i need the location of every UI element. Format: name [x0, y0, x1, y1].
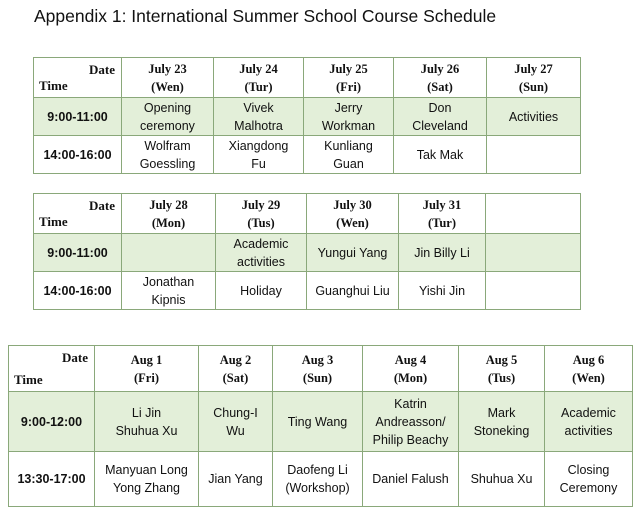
- corner-header: [34, 58, 122, 98]
- session-cell: Jian Yang: [199, 452, 273, 507]
- session-cell: Jerry Workman: [304, 98, 394, 136]
- session-cell: Yungui Yang: [307, 234, 399, 272]
- session-cell: Guanghui Liu: [307, 272, 399, 310]
- session-cell: Academic activities: [216, 234, 307, 272]
- date-header: Aug 3 (Sun): [273, 346, 363, 392]
- table-row: [9, 392, 633, 452]
- schedule-table-july-week2: [33, 193, 581, 310]
- corner-date-label: Date: [89, 198, 115, 213]
- session-cell: Academic activities: [545, 392, 633, 452]
- session-cell: Jin Billy Li: [399, 234, 486, 272]
- date-header: [486, 194, 581, 234]
- date-header: July 27 (Sun): [487, 58, 581, 98]
- session-cell: Shuhua Xu: [459, 452, 545, 507]
- session-cell: Ting Wang: [273, 392, 363, 452]
- corner-header: [9, 346, 95, 392]
- table-row: [34, 234, 581, 272]
- session-cell: Manyuan Long Yong Zhang: [95, 452, 199, 507]
- session-cell: Holiday: [216, 272, 307, 310]
- table-row: [34, 272, 581, 310]
- date-header: July 30 (Wen): [307, 194, 399, 234]
- schedule-table-july-week1: [33, 57, 581, 174]
- session-cell: Mark Stoneking: [459, 392, 545, 452]
- session-cell: [122, 234, 216, 272]
- session-cell: Don Cleveland: [394, 98, 487, 136]
- time-slot-label: 9:00-12:00: [9, 392, 95, 452]
- page-title: Appendix 1: International Summer School Course Schedule: [34, 6, 497, 26]
- session-cell: Jonathan Kipnis: [122, 272, 216, 310]
- session-cell: Vivek Malhotra: [214, 98, 304, 136]
- session-cell: [487, 136, 581, 174]
- date-header: July 23 (Wen): [122, 58, 214, 98]
- corner-date-label: Date: [62, 350, 88, 365]
- date-header: July 25 (Fri): [304, 58, 394, 98]
- schedule-table-august: [8, 345, 633, 507]
- table-row: [34, 136, 581, 174]
- corner-date-label: Date: [89, 62, 115, 77]
- session-cell: Katrin Andreasson/ Philip Beachy: [363, 392, 459, 452]
- corner-header: [34, 194, 122, 234]
- session-cell: Wolfram Goessling: [122, 136, 214, 174]
- date-header: Aug 1 (Fri): [95, 346, 199, 392]
- session-cell: [486, 272, 581, 310]
- session-cell: Kunliang Guan: [304, 136, 394, 174]
- time-slot-label: 13:30-17:00: [9, 452, 95, 507]
- session-cell: Daniel Falush: [363, 452, 459, 507]
- date-header: July 24 (Tur): [214, 58, 304, 98]
- session-cell: Opening ceremony: [122, 98, 214, 136]
- session-cell: Daofeng Li (Workshop): [273, 452, 363, 507]
- session-cell: Yishi Jin: [399, 272, 486, 310]
- session-cell: Chung-I Wu: [199, 392, 273, 452]
- time-slot-label: 14:00-16:00: [34, 272, 122, 310]
- session-cell: Tak Mak: [394, 136, 487, 174]
- session-cell: Closing Ceremony: [545, 452, 633, 507]
- date-header: Aug 6 (Wen): [545, 346, 633, 392]
- table-row: [9, 452, 633, 507]
- corner-time-label: Time: [39, 78, 68, 93]
- session-cell: [486, 234, 581, 272]
- time-slot-label: 14:00-16:00: [34, 136, 122, 174]
- date-header: July 29 (Tus): [216, 194, 307, 234]
- time-slot-label: 9:00-11:00: [34, 234, 122, 272]
- date-header: July 26 (Sat): [394, 58, 487, 98]
- corner-time-label: Time: [14, 372, 43, 387]
- session-cell: Xiangdong Fu: [214, 136, 304, 174]
- time-slot-label: 9:00-11:00: [34, 98, 122, 136]
- date-header: Aug 5 (Tus): [459, 346, 545, 392]
- session-cell: Activities: [487, 98, 581, 136]
- date-header: Aug 4 (Mon): [363, 346, 459, 392]
- date-header: Aug 2 (Sat): [199, 346, 273, 392]
- date-header: July 31 (Tur): [399, 194, 486, 234]
- corner-time-label: Time: [39, 214, 68, 229]
- session-cell: Li Jin Shuhua Xu: [95, 392, 199, 452]
- table-row: [34, 98, 581, 136]
- date-header: July 28 (Mon): [122, 194, 216, 234]
